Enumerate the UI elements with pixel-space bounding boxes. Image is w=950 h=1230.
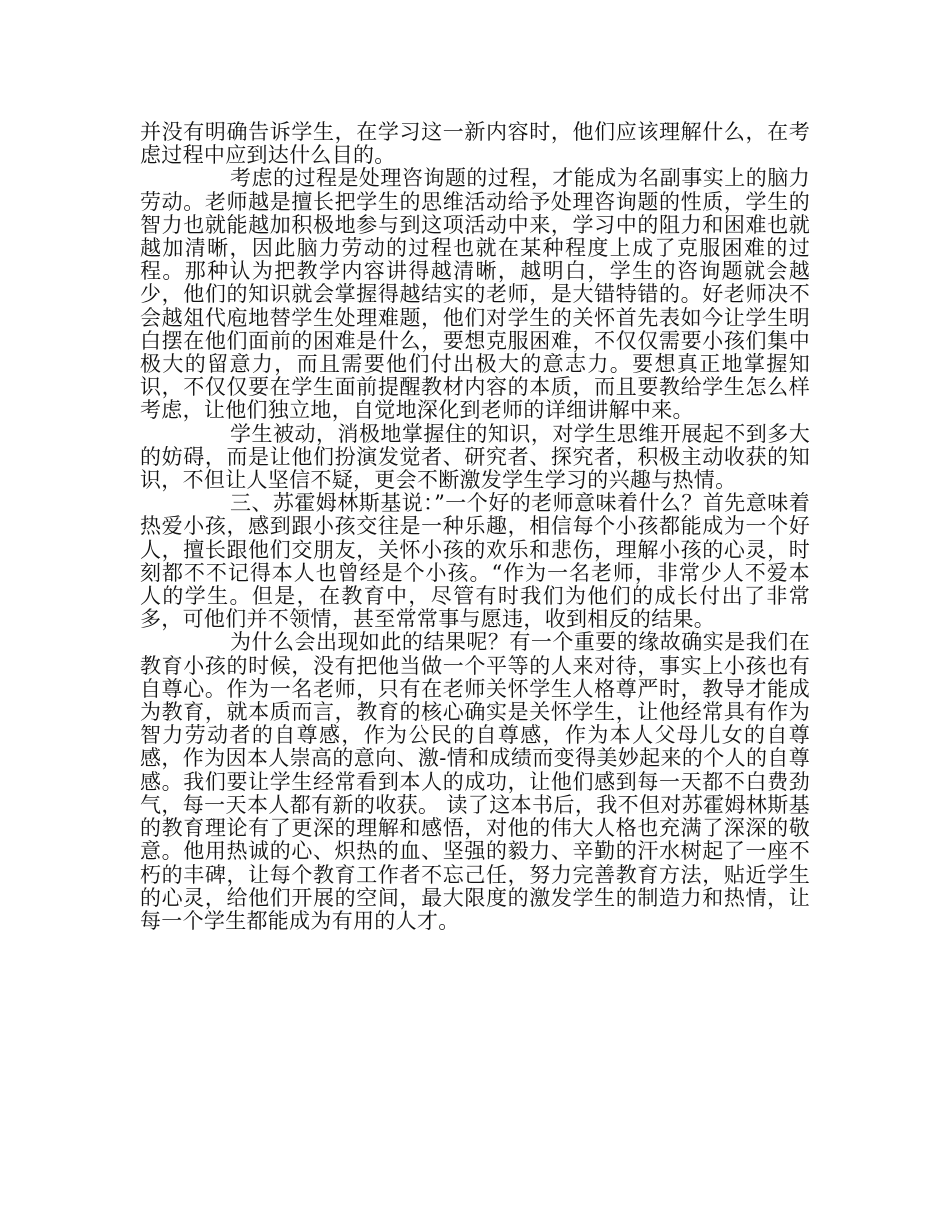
paragraph-thinking-process: 考虑的过程是处理咨询题的过程，才能成为名副事实上的脑力劳动。老师越是擅长把学生的思维活动给予处理咨询题的性质，学生的智力也就能越加积极地参与到这项活动中来，学习中的阻力和困难也就越加清晰，因此脑力劳动的过程也就在某种程度上成了克服困难的过程。那种认为把教学内容讲得越清晰，越明白，学生的咨询题就会越少，他们的知识就会掌握得越结实的老师，是大错特错的。好老师决不会越俎代庖地替学生处理难题，他们对学生的关怀首先表如今让学生明白摆在他们面前的困难是什么，要想克服困难，不仅仅需要小孩们集中极大的留意力，而且需要他们付出极大的意志力。要想真正地掌握知识，不仅仅要在学生面前提醒教材内容的本质，而且要教给学生怎么样考虑，让他们独立地，自觉地深化到老师的详细讲解中来。 bbox=[140, 166, 810, 423]
paragraph-passive-learning: 学生被动，消极地掌握住的知识，对学生思维开展起不到多大的妨碍，而是让他们扮演发觉者、研究者、探究者，积极主动收获的知识，不但让人坚信不疑，更会不断激发学生学习的兴趣与热情。 bbox=[140, 421, 810, 493]
paragraph-self-respect: 为什么会出现如此的结果呢？有一个重要的缘故确实是我们在教育小孩的时候，没有把他当做一个平等的人来对待，事实上小孩也有自尊心。作为一名老师，只有在老师关怀学生人格尊严时，教导才能成为教育，就本质而言，教育的核心确实是关怀学生，让他经常具有作为智力劳动者的自尊感，作为公民的自尊感，作为本人父母儿女的自尊感，作为因本人崇高的意向、激-情和成绩而变得美妙起来的个人的自尊感。我们要让学生经常看到本人的成功，让他们感到每一天都不白费劲气，每一天本人都有新的收获。 读了这本书后，我不但对苏霍姆林斯基的教育理论有了更深的理解和感悟，对他的伟大人格也充满了深深的敬意。他用热诚的心、炽热的血、坚强的毅力、辛勤的汗水树起了一座不朽的丰碑，让每个教育工作者不忘己任，努力完善教育方法，贴近学生的心灵，给他们开展的空间，最大限度的激发学生的制造力和热情，让每一个学生都能成为有用的人才。 bbox=[140, 630, 810, 933]
document-text-body bbox=[140, 121, 810, 933]
paragraph-good-teacher: 三、苏霍姆林斯基说：”一个好的老师意味着什么？首先意味着热爱小孩，感到跟小孩交往是一种乐趣，相信每个小孩都能成为一个好人，擅长跟他们交朋友，关怀小孩的欢乐和悲伤，理解小孩的心灵，时刻都不不记得本人也曾经是个小孩。“作为一名老师，非常少人不爱本人的学生。但是，在教育中，尽管有时我们为他们的成长付出了非常多，可他们并不领情，甚至常常事与愿违，收到相反的结果。 bbox=[140, 491, 810, 632]
paragraph-continuation: 并没有明确告诉学生，在学习这一新内容时，他们应该理解什么，在考虑过程中应到达什么目的。 bbox=[140, 120, 810, 168]
